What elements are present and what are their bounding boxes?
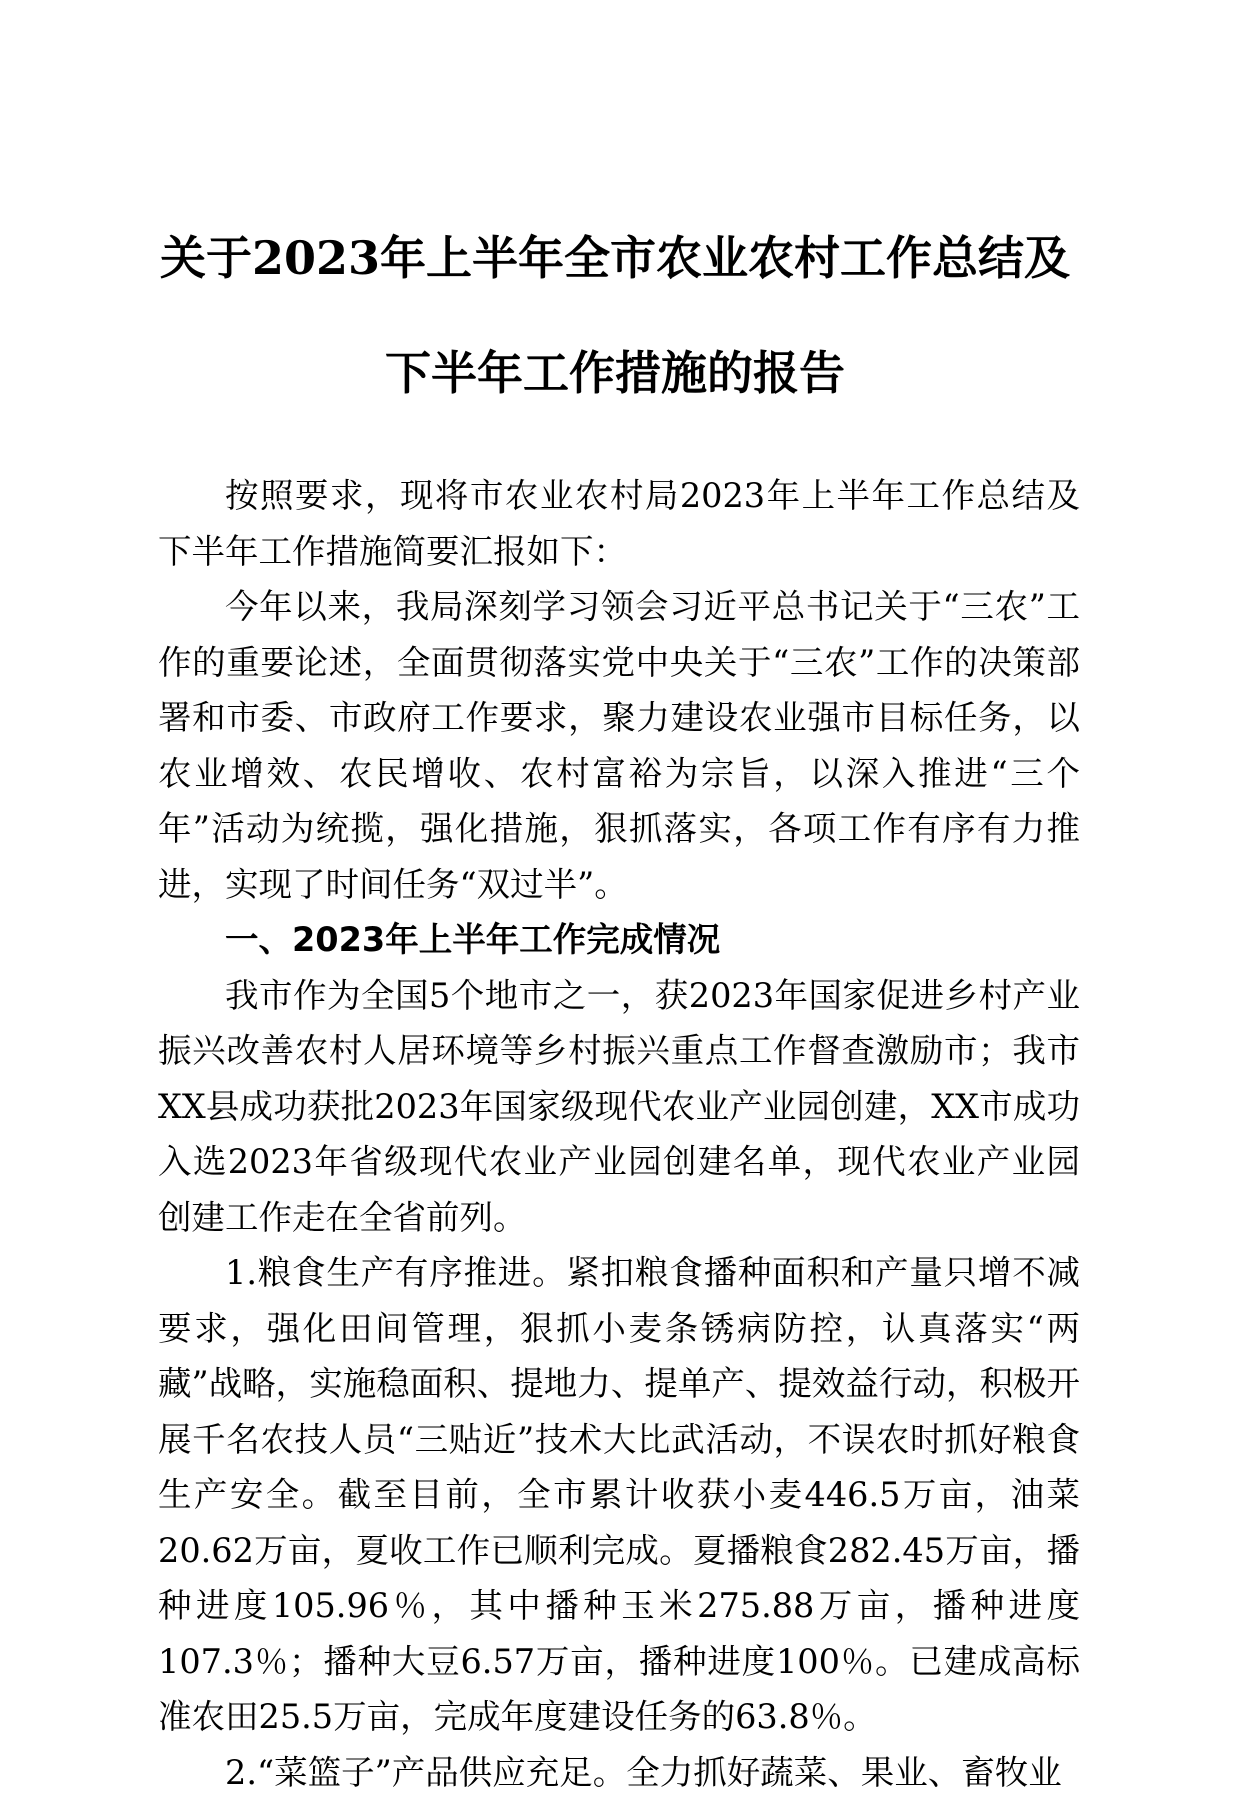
grain-production-paragraph: 1.粮食生产有序推进。紧扣粮食播种面积和产量只增不减要求，强化田间管理，狠抓小麦条锈病防控，认真落实“两藏”战略，实施稳面积、提地力、提单产、提效益行动，积极开展千名农技人员“三贴近”技术大比武活动，不误农时抓好粮食生产安全。截至目前，全市累计收获小麦446.5万亩，油菜20.62万亩，夏收工作已顺利完成。夏播粮食282.45万亩，播种进度105.96％，其中播种玉米275.88万亩，播种进度107.3％；播种大豆6.57万亩，播种进度100％。已建成高标准农田25.5万亩，完成年度建设任务的63.8％。 bbox=[158, 1245, 1080, 1745]
intro-paragraph: 按照要求，现将市农业农村局2023年上半年工作总结及下半年工作措施简要汇报如下： bbox=[158, 468, 1080, 579]
overview-paragraph: 今年以来，我局深刻学习领会习近平总书记关于“三农”工作的重要论述，全面贯彻落实党中央关于“三农”工作的决策部署和市委、市政府工作要求，聚力建设农业强市目标任务，以农业增效、农民增收、农村富裕为宗旨，以深入推进“三个年”活动为统揽，强化措施，狠抓落实，各项工作有序有力推进，实现了时间任务“双过半”。 bbox=[158, 579, 1080, 912]
vegetable-basket-paragraph: 2.“菜篮子”产品供应充足。全力抓好蔬菜、果业、畜牧业 bbox=[158, 1745, 1080, 1800]
document-title-line-1: 关于2023年上半年全市农业农村工作总结及 bbox=[150, 230, 1080, 286]
section-heading: 一、2023年上半年工作完成情况 bbox=[158, 912, 1080, 968]
document-title-line-2: 下半年工作措施的报告 bbox=[150, 345, 1080, 401]
section-summary-paragraph: 我市作为全国5个地市之一，获2023年国家促进乡村产业振兴改善农村人居环境等乡村振兴重点工作督查激励市；我市XX县成功获批2023年国家级现代农业产业园创建，XX市成功入选2023年省级现代农业产业园创建名单，现代农业产业园创建工作走在全省前列。 bbox=[158, 968, 1080, 1246]
document-body bbox=[158, 468, 1080, 1800]
